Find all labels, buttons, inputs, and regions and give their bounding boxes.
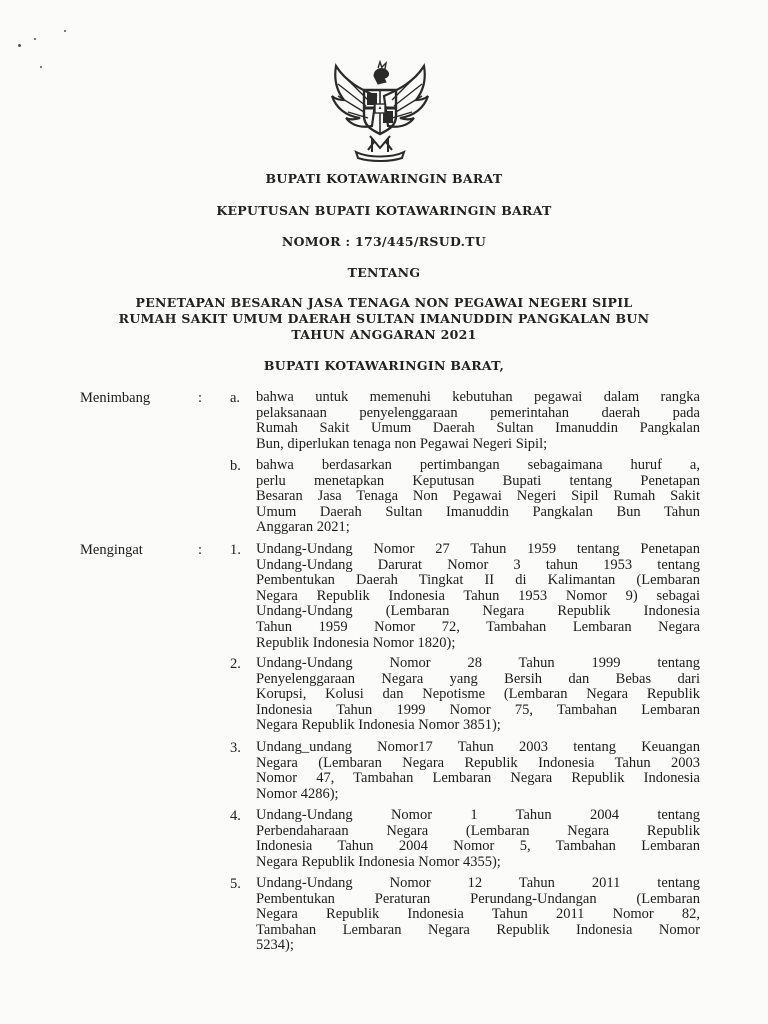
office-heading: BUPATI KOTAWARINGIN BARAT xyxy=(265,171,503,186)
menimbang-colon: : xyxy=(198,390,203,406)
paragraph-line: Undang-Undang Nomor 1 Tahun 2004 tentang xyxy=(256,807,700,823)
mengingat-item-5 xyxy=(256,876,700,954)
mengingat-item-marker: 2. xyxy=(230,656,241,672)
paragraph-line: Tambahan Lembaran Negara Republik Indonesia Nomor xyxy=(256,921,700,938)
paragraph-line: Indonesia Tahun 2004 Nomor 5, Tambahan Lembaran xyxy=(256,838,700,855)
paragraph-line: Besaran Jasa Tenaga Non Pegawai Negeri Sipil Rumah Sakit xyxy=(256,488,700,505)
paragraph-line: Undang-Undang (Lembaran Negara Republik Indonesia xyxy=(256,603,700,620)
paragraph-line: Umum Daerah Sultan Imanuddin Pangkalan Bun Tahun xyxy=(256,503,700,520)
decree-title-line: PENETAPAN BESARAN JASA TENAGA NON PEGAWAI NEGERI SIPIL xyxy=(135,295,633,310)
paragraph-line: Negara Republik Indonesia Tahun 1953 Nomor 9) sebagai xyxy=(256,587,700,604)
scan-speck xyxy=(18,44,21,47)
paragraph-line: Undang-Undang Darurat Nomor 3 tahun 1953 tentang xyxy=(256,556,700,573)
paragraph-line: Undang-Undang Nomor 12 Tahun 2011 tentang xyxy=(256,875,700,891)
paragraph-line: Negara Republik Indonesia Nomor 3851); xyxy=(256,717,501,734)
paragraph-line: bahwa untuk memenuhi kebutuhan pegawai dalam rangka xyxy=(256,389,700,405)
paragraph-line: Pembentukan Daerah Tingkat II di Kalimantan (Lembaran xyxy=(256,572,700,589)
paragraph-line: Negara Republik Indonesia Tahun 2011 Nomor 82, xyxy=(256,906,700,923)
mengingat-item-marker: 1. xyxy=(230,542,241,558)
mengingat-item-1 xyxy=(256,542,700,651)
paragraph-line: Korupsi, Kolusi dan Nepotisme (Lembaran Negara Republik xyxy=(256,686,700,703)
mengingat-label: Mengingat xyxy=(80,542,143,558)
paragraph-line: perlu menetapkan Keputusan Bupati tentang Penetapan xyxy=(256,472,700,489)
mengingat-item-marker: 5. xyxy=(230,876,241,892)
menimbang-item-marker: b. xyxy=(230,458,241,474)
paragraph-line: Penyelenggaraan Negara yang Bersih dan Bebas dari xyxy=(256,670,700,687)
menimbang-item-marker: a. xyxy=(230,390,241,406)
menimbang-item-b xyxy=(256,458,700,536)
paragraph-line: pelaksanaan penyelenggaraan pemerintahan daerah pada xyxy=(256,404,700,421)
about-heading: TENTANG xyxy=(347,265,421,280)
scan-speck xyxy=(64,30,66,32)
paragraph-line: Rumah Sakit Umum Daerah Sultan Imanuddin Pangkalan xyxy=(256,420,700,437)
decree-title-line: TAHUN ANGGARAN 2021 xyxy=(291,327,477,342)
paragraph-line: Tahun 1959 Nomor 72, Tambahan Lembaran Negara xyxy=(256,618,700,635)
paragraph-line: Undang_undang Nomor17 Tahun 2003 tentang Keuangan xyxy=(256,739,700,755)
menimbang-label: Menimbang xyxy=(80,390,151,406)
mengingat-item-4 xyxy=(256,808,700,870)
paragraph-line: Perbendaharaan Negara (Lembaran Negara Republik xyxy=(256,822,700,839)
paragraph-line: Anggaran 2021; xyxy=(256,519,350,536)
decree-heading: KEPUTUSAN BUPATI KOTAWARINGIN BARAT xyxy=(216,203,552,218)
issuer-heading: BUPATI KOTAWARINGIN BARAT, xyxy=(263,358,505,373)
paragraph-line: bahwa berdasarkan pertimbangan sebagaimana huruf a, xyxy=(256,457,700,473)
menimbang-item-a xyxy=(256,390,700,452)
paragraph-line: Bun, diperlukan tenaga non Pegawai Negeri Sipil; xyxy=(256,435,548,452)
scan-speck xyxy=(40,66,42,68)
mengingat-item-marker: 4. xyxy=(230,808,241,824)
decree-number: NOMOR : 173/445/RSUD.TU xyxy=(281,234,487,249)
mengingat-colon: : xyxy=(198,542,203,558)
paragraph-line: Undang-Undang Nomor 28 Tahun 1999 tentang xyxy=(256,655,700,671)
mengingat-item-2 xyxy=(256,656,700,734)
decree-title-line: RUMAH SAKIT UMUM DAERAH SULTAN IMANUDDIN PANGKALAN BUN xyxy=(118,311,650,326)
garuda-pancasila-emblem xyxy=(328,56,432,164)
scan-speck xyxy=(34,38,36,40)
paragraph-line: Undang-Undang Nomor 27 Tahun 1959 tentang Penetapan xyxy=(256,541,700,557)
paragraph-line: 5234); xyxy=(256,937,294,954)
paragraph-line: Indonesia Tahun 1999 Nomor 75, Tambahan Lembaran xyxy=(256,701,700,718)
decree-title xyxy=(0,295,768,343)
paragraph-line: Pembentukan Peraturan Perundang-Undangan (Lembaran xyxy=(256,890,700,907)
paragraph-line: Negara Republik Indonesia Nomor 4355); xyxy=(256,853,501,870)
paragraph-line: Nomor 47, Tambahan Lembaran Negara Republik Indonesia xyxy=(256,770,700,787)
mengingat-item-3 xyxy=(256,740,700,802)
paragraph-line: Nomor 4286); xyxy=(256,785,339,802)
paragraph-line: Republik Indonesia Nomor 1820); xyxy=(256,634,456,651)
paragraph-line: Negara (Lembaran Negara Republik Indonesia Tahun 2003 xyxy=(256,754,700,771)
mengingat-item-marker: 3. xyxy=(230,740,241,756)
